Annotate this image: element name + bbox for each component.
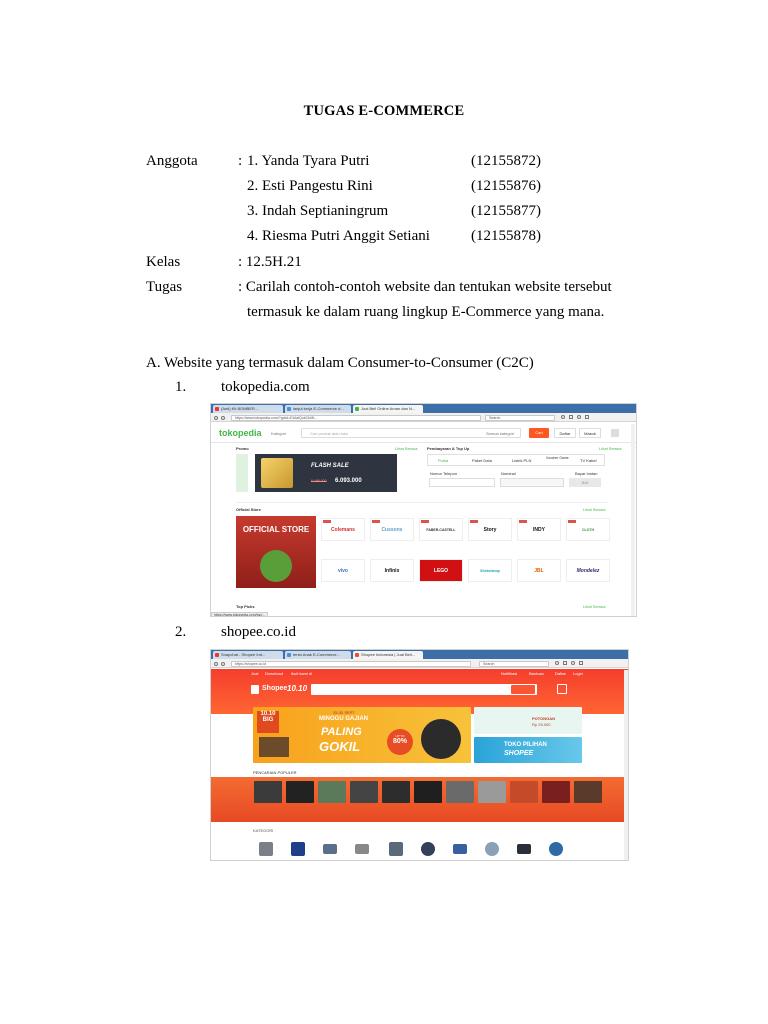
home-icon[interactable] [577,415,581,419]
tokopedia-screenshot [210,403,637,617]
tugas-row-2 [146,302,636,322]
item-1-site: tokopedia.com [221,379,310,395]
tokopedia-header [211,423,636,443]
watch-product-image [421,719,461,759]
brand-tile[interactable]: CLOTH [566,518,610,541]
login-link[interactable]: Login [573,671,583,676]
official-store-banner[interactable] [236,516,316,588]
product-thumb[interactable] [478,781,506,803]
status-url: https://www.tokopedia.com/top/... [211,612,268,617]
shopee-bag-icon [251,685,259,694]
item-2-number: 2. [175,624,187,640]
scrollbar[interactable] [631,424,635,617]
category-shoe-icon[interactable] [323,844,337,854]
brand-tile[interactable]: Colemans [321,518,365,541]
promo-see-all-link[interactable]: Lihat Semua [395,446,418,451]
browser-tab-bar [211,404,636,413]
shopee-search-input[interactable] [311,684,537,695]
scrollbar[interactable] [624,670,628,860]
item-2-site: shopee.co.id [221,624,296,640]
member-name: 1. Yanda Tyara Putri [247,153,370,169]
kelas-row [146,252,586,272]
tokopedia-logo[interactable]: tokopedia [219,428,262,438]
payment-tab[interactable]: Paket Data [472,458,492,463]
brand-tile[interactable]: Shekelshop [468,559,512,582]
side-banner-bottom[interactable]: TOKO PILIHAN SHOPEE [474,737,582,763]
members-row-4 [146,226,586,246]
category-sandal-icon[interactable] [355,844,369,854]
shopee-search-button[interactable] [511,685,535,694]
product-thumb[interactable] [414,781,442,803]
member-name: 4. Riesma Putri Anggit Setiani [247,228,430,244]
banner-product-image [259,737,289,757]
product-thumb[interactable] [542,781,570,803]
category-watch-icon[interactable] [421,842,435,856]
gold-product-image [261,458,293,488]
top-picks-label: Top Picks [236,604,255,609]
browser-tab[interactable]: (Anti) Kit BOMBER... [213,405,283,413]
member-nim: (12155876) [471,178,541,194]
login-button[interactable]: Masuk [579,428,601,438]
brand-tile[interactable]: INDY [517,518,561,541]
home-icon[interactable] [571,661,575,665]
category-book-icon[interactable] [291,842,305,856]
brand-tile[interactable]: Cussons [370,518,414,541]
payment-title: Pembayaran & Top Up [427,446,470,451]
brand-tile[interactable]: JBL [517,559,561,582]
document-title: TUGAS E-COMMERCE [303,103,465,119]
instant-pay-checkbox[interactable]: Bayar Instan [575,471,598,476]
browser-url-bar [211,413,636,422]
brand-tile[interactable]: LEGO [419,559,463,582]
product-thumb[interactable] [446,781,474,803]
nominal-select[interactable] [500,478,564,487]
forward-icon[interactable] [221,662,225,666]
browser-tab-active[interactable]: Jual Beli Online Aman dan N... [353,405,423,413]
member-name: 2. Esti Pangestu Rini [247,178,373,194]
browser-tab[interactable]: lanjut kerja E-Commerce d... [285,405,351,413]
payment-tab[interactable]: Voucher Game [546,456,569,460]
category-label: KATEGORI [253,828,274,833]
official-store-see-all[interactable]: Lihat Semua [583,507,606,512]
divider [236,502,608,503]
menu-icon[interactable] [579,661,583,665]
payment-tab[interactable]: TV Kabel [580,458,597,463]
banner-gokil: GOKIL [319,739,361,754]
back-icon[interactable] [214,416,218,420]
browser-search-input[interactable]: Search [485,415,555,421]
browser-toolbar-icons [555,661,627,666]
top-picks-see-all[interactable]: Lihat Semua [583,604,606,609]
brand-tile[interactable]: Infinix [370,559,414,582]
bookmark-icon[interactable] [561,415,565,419]
browser-tab[interactable]: tentu Anak E-Commerce... [285,651,351,659]
kategori-dropdown[interactable]: Kategori [271,431,286,436]
nominal-label: Nominal [501,471,516,476]
category-more-icon[interactable] [549,842,563,856]
popular-search-label: PENCARIAN POPULER [253,770,297,775]
tugas-row [146,277,636,297]
tugas-line-2: termasuk ke dalam ruang lingkup E-Commerce yang mana. [247,304,605,320]
kelas-value: : 12.5H.21 [238,254,302,270]
cart-icon[interactable] [557,684,567,694]
phone-input[interactable] [429,478,495,487]
product-thumb[interactable] [318,781,346,803]
banner-1010-block: 10.10 BIG [257,711,279,733]
brand-tile[interactable]: Mondelez [566,559,610,582]
category-jacket-icon[interactable] [259,842,273,856]
forward-icon[interactable] [221,416,225,420]
help-link[interactable]: Bantuan [529,671,544,676]
shopee-logo[interactable]: Shopee [262,685,288,692]
sell-link[interactable]: Jual [251,671,259,676]
browser-tab-bar [211,650,628,659]
promo-side-strip [236,454,248,492]
follow-link[interactable]: Ikuti kami di [291,671,313,676]
item-1-number: 1. [175,379,187,395]
flash-price: 6.093.000 [335,478,362,484]
browser-tab-active[interactable]: Shopee Indonesia | Jual Beli... [353,651,423,659]
member-nim: (12155878) [471,228,541,244]
kelas-label: Kelas [146,254,181,270]
download-icon[interactable] [563,661,567,665]
campaign-logo: 10.10 [287,684,308,693]
product-thumb[interactable] [254,781,282,803]
url-input[interactable]: https://www.tokopedia.com/?gclid=EAIaIQobChMI... [231,415,481,421]
payment-tabs [427,454,605,466]
register-link[interactable]: Daftar [555,671,566,676]
main-promo-banner[interactable] [253,707,471,763]
category-laptop-icon[interactable] [453,844,467,854]
register-button[interactable]: Daftar [554,428,576,438]
category-camera-icon[interactable] [517,844,531,854]
product-thumb[interactable] [382,781,410,803]
tugas-line-1: : Carilah contoh-contoh website dan tentukan website tersebut [238,279,612,295]
flash-sale-banner[interactable] [255,454,397,492]
product-thumb[interactable] [574,781,602,803]
member-nim: (12155872) [471,153,541,169]
members-row-2 [146,176,586,196]
official-store-banner-text: OFFICIAL STORE [242,525,310,534]
brand-tile[interactable]: vivo [321,559,365,582]
product-thumb[interactable] [510,781,538,803]
search-button[interactable]: Cari [529,428,549,438]
url-input[interactable]: https://shopee.co.id [231,661,471,667]
discount-circle: UP TO 80% [387,729,413,755]
phone-label: Nomor Telepon [430,471,458,476]
official-store-label: Official Store [236,507,261,512]
payment-tab[interactable]: Pulsa [438,458,449,463]
menu-icon[interactable] [585,415,589,419]
product-thumb[interactable] [350,781,378,803]
promo-label: Promo [236,446,249,451]
anggota-label: Anggota [146,153,198,169]
section-a-heading: A. Website yang termasuk dalam Consumer-to-Consumer (C2C) [146,355,534,371]
member-nim: (12155877) [471,203,541,219]
notification-link[interactable]: Notifikasi [501,671,518,676]
category-bag-icon[interactable] [389,842,403,856]
bookmark-icon[interactable] [555,661,559,665]
member-name: 3. Indah Septianingrum [247,203,389,219]
brand-tile[interactable]: Story [468,518,512,541]
browser-search-input[interactable]: Search [479,661,549,667]
browser-toolbar-icons [561,415,633,420]
members-row-3 [146,201,586,221]
payment-see-all-link[interactable]: Lihat Semua [599,446,622,451]
mascot-image [260,550,292,582]
banner-paling: PALING [321,726,362,738]
old-price: 6.499.000 [311,479,327,483]
product-thumb[interactable] [286,781,314,803]
grid-icon[interactable] [611,429,619,437]
category-spinner-icon[interactable] [485,842,499,856]
banner-dates: 25-30 SEPT [333,710,355,715]
payment-tab[interactable]: Listrik PLN [512,458,532,463]
browser-tab[interactable]: Snapchat - Shopee Ind... [213,651,283,659]
shopee-screenshot [210,649,629,861]
members-row-1 [146,151,586,171]
buy-button[interactable]: Beli [569,478,601,487]
download-link[interactable]: Download [265,671,283,676]
anggota-colon: : [238,153,243,169]
banner-headline: MINGGU GAJIAN [319,716,369,722]
back-icon[interactable] [214,662,218,666]
side-banner-top[interactable]: POTONGAN Rp 25.000 [474,707,582,734]
browser-url-bar [211,659,628,668]
brand-tile[interactable]: FABER-CASTELL [419,518,463,541]
site-search-input[interactable]: Cari produk atau toko Semua kategori [301,428,521,438]
flash-sale-text: FLASH SALE [311,463,349,469]
download-icon[interactable] [569,415,573,419]
tugas-label: Tugas [146,279,183,295]
